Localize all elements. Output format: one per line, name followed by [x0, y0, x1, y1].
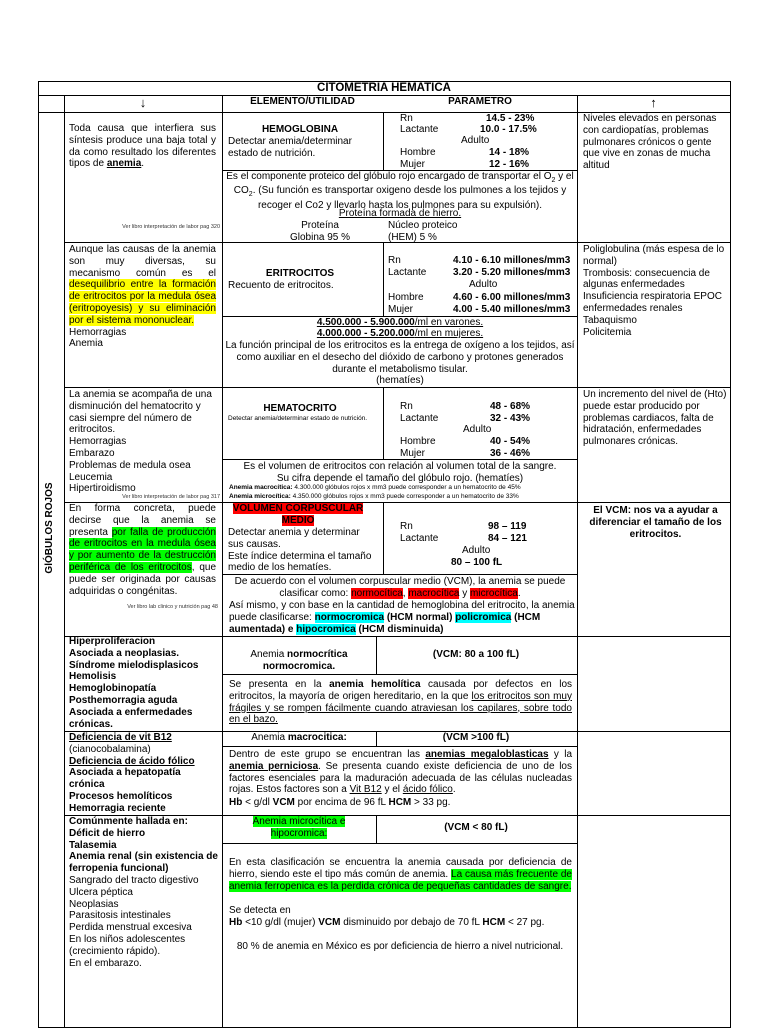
param-row: Rn 14.5 - 23% — [400, 113, 535, 124]
hematocrito-low-causes: La anemia se acompaña de una disminución del hematocrito y casi siempre del número de eritrocitos. Hemorragias Embarazo Problemas de medula osea Leucemia Hipertiroidismo — [69, 389, 212, 495]
param-row: Lactante 32 - 43% — [400, 413, 531, 424]
hematocrito-macrocitica: Anemia macrocítica: 4.300.000 glóbulos rojos x mm3 puede corresponder a un hematocrito de 45% — [229, 484, 521, 491]
hemoglobina-protein-title: Proteína formada de hierro. — [338, 208, 462, 219]
column-header-element: ELEMENTO/UTILIDAD — [250, 96, 355, 107]
vcm-name: VOLUMEN CORPUSCULAR MEDIO — [232, 503, 364, 526]
eritrocitos-description: La función principal de los eritrocitos es la entrega de oxígeno a los tejidos, así como auxiliar en el desecho del dióxido de carbono y protones generados durante el metabolismo tisular. — [225, 340, 575, 375]
eritrocitos-women-range: 4.000.000 - 5.200.000/ml en mujeres. — [316, 328, 484, 339]
eritrocitos-hematies: (hematíes) — [376, 375, 424, 386]
param-row: 80 – 100 fL — [451, 557, 503, 568]
normocitica-name: Anemia normocrítica normocromica. — [250, 649, 348, 672]
microcitica-values: Hb <10 g/dl (mujer) VCM disminuido por debajo de 70 fL HCM < 27 pg. — [229, 917, 545, 928]
param-row: Hombre 40 - 54% — [400, 436, 531, 447]
param-row: Lactante 3.20 - 5.20 millones/mm3 — [388, 267, 571, 278]
page-title: CITOMETRIA HEMATICA — [317, 82, 451, 94]
hematocrito-description-2: Su cifra depende el tamaño del glóbulo rojo. (hematíes) — [276, 473, 524, 484]
eritrocitos-high-causes: Poliglobulina (más espesa de lo normal) Trombosis: consecuencia de algunas enfermedades Insuficiencia respiratoria EPOC enfermedades renales Tabaquismo Policitemia — [583, 244, 725, 338]
vcm-high-note: El VCM: nos va a ayudar a diferenciar el tamaño de los eritrocitos. — [589, 505, 722, 540]
param-row: Rn 4.10 - 6.10 millones/mm3 — [388, 255, 571, 266]
param-row: Adulto — [463, 424, 492, 435]
param-row: Adulto — [462, 545, 491, 556]
param-row: Mujer 4.00 - 5.40 millones/mm3 — [388, 304, 571, 315]
hematocrito-description-1: Es el volumen de eritrocitos con relación al volumen total de la sangre. — [243, 461, 557, 472]
hematocrito-utility: Detectar anemia/determinar estado de nutrición. — [228, 415, 368, 422]
param-row: Lactante 10.0 - 17.5% — [400, 124, 537, 135]
eritrocitos-men-range: 4.500.000 - 5.900.000/ml en varones. — [316, 317, 484, 328]
normocitica-description: Se presenta en la anemia hemolítica causada por defectos en los eritrocitos, la mayoría de origen hereditario, en la que los eritrocitos son muy frágiles y se rompen fácilmente cuando atraviesan los capilares, sobre todo en el bazo. — [229, 679, 573, 726]
vcm-hemoglobin-classification: Así mismo, y con base en la cantidad de hemoglobina del eritrocito, la anemia puede clasificarse: normocromica (HCM normal) policromica (HCM aumentada) e hipocromica (HCM disminuida) — [229, 600, 575, 635]
hematocrito-high-causes: Un incremento del nivel de (Hto) puede estar producido por problemas cardiacos, falta de hidratación, enfermedades pulmonares crónicas. — [583, 389, 727, 448]
param-row: Rn 98 – 119 — [400, 521, 527, 532]
vcm-utility: Detectar anemia y determinar sus causas. Este índice determina el tamaño medio de los hematíes. — [228, 527, 372, 574]
macrocitica-causes: Deficiencia de vit B12 (cianocobalamina) Deficiencia de ácido fólico Asociada a hepatopatía crónica Procesos hemolíticos Hemorragia reciente — [69, 732, 195, 814]
microcitica-mexico-note: 80 % de anemia en México es por deficiencia de hierro a nivel nutricional. — [236, 941, 564, 952]
macrocitica-values: Hb < g/dl VCM por encima de 96 fL HCM > 33 pg. — [229, 797, 451, 808]
column-header-parameter: PARAMETRO — [448, 96, 512, 107]
param-row: Adulto — [461, 135, 490, 146]
hemoglobina-low-causes: Toda causa que interfiera sus síntesis produce una baja total y da como resultado los diferentes tipos de anemia. — [69, 123, 216, 170]
hematocrito-reference: Ver libro interpretación de labor pag 317 — [122, 494, 220, 500]
arrow-up-icon: ↑ — [650, 95, 657, 110]
normocitica-causes: Hiperproliferacion Asociada a neoplasias. Síndrome mielodisplasicos Hemolisis Hemoglobinopatía Posthemorragia aguda Asociada a enfermedades crónicas. — [69, 636, 199, 730]
macrocitica-vcm: (VCM >100 fL) — [442, 732, 510, 743]
macrocitica-name: Anemia macrocitica: — [251, 732, 347, 743]
vcm-reference: Ver libro lab clinico y nutrición pag 48 — [127, 604, 218, 610]
normocitica-vcm: (VCM: 80 a 100 fL) — [432, 649, 520, 660]
param-row: Adulto — [469, 279, 498, 290]
eritrocitos-low-causes: Aunque las causas de la anemia son muy diversas, su mecanismo común es el desequilibrio entre la formación de eritrocitos por la medula ósea (eritropoyesis) y su eliminación por el sistema mononuclear. Hemorragias Anemia — [69, 244, 216, 350]
vcm-classification: De acuerdo con el volumen corpuscular medio (VCM), la anemia se puede clasificar como: normocítica, macrocítica y microcítica. — [234, 576, 566, 599]
macrocitica-description: Dentro de este grupo se encuentran las anemias megaloblasticas y la anemia perniciosa. Se presenta cuando existe deficiencia de uno de los factores esenciales para la maduración adecuada de las células nucleadas rojas. Estos factores son a Vit B12 y el ácido fólico. — [229, 749, 573, 796]
param-row: Hombre 4.60 - 6.00 millones/mm3 — [388, 292, 571, 303]
hemoglobina-high-causes: Niveles elevados en personas con cardiopatías, problemas pulmonares crónicos o gente que vive en zonas de mucha altitud — [583, 113, 717, 172]
hemoglobina-utility: Detectar anemia/determinar estado de nutrición. — [228, 136, 352, 159]
microcitica-vcm: (VCM < 80 fL) — [444, 822, 508, 833]
hematocrito-microcitica: Anemia microcítica: 4.350.000 glóbulos rojos x mm3 puede corresponder a un hematocrito de 33% — [229, 493, 519, 500]
microcitica-description: En esta clasificación se encuentra la anemia causada por deficiencia de hierro, siendo este el tipo más común de anemia. La causa más frecuente de anemia ferropenica es la perdida crónica de pequeñas cantidades de sangre. — [229, 857, 572, 892]
param-row: Mujer 36 - 46% — [400, 448, 531, 459]
microcitica-detect: Se detecta en — [229, 905, 291, 916]
hematocrito-name: HEMATOCRITO — [263, 403, 337, 414]
arrow-down-icon: ↓ — [139, 95, 147, 110]
param-row: Lactante 84 – 121 — [400, 533, 527, 544]
hemoglobina-name: HEMOGLOBINA — [261, 124, 339, 135]
hemoglobina-description: Es el componente proteico del glóbulo rojo encargado de transportar el $O_2$ y el $CO_2$. (Su función es transportar oxigeno desde los pulmones a los tejidos y recoger el Co2 y llevarlo hasta los pulmones para su expulsión). — [226, 171, 574, 211]
eritrocitos-utility: Recuento de eritrocitos. — [228, 280, 334, 291]
param-row: Hombre 14 - 18% — [400, 147, 530, 158]
hemoglobina-protein-hem: Núcleo proteico (HEM) 5 % — [388, 220, 458, 243]
param-row: Mujer 12 - 16% — [400, 159, 530, 170]
microcitica-name: Anemia microcítica e hipocromica: — [252, 816, 346, 839]
hemoglobina-protein-globina: Proteína Globina 95 % — [289, 220, 351, 243]
microcitica-causes: Comúnmente hallada en: Déficit de hierro Talasemia Anemia renal (sin existencia de ferropenia funcional) Sangrado del tracto digestivo Ulcera péptica Neoplasias Parasitosis intestinales Perdida menstrual excesiva En los niños adolescentes (crecimiento rápido). En el embarazo. — [69, 816, 218, 969]
param-row: Rn 48 - 68% — [400, 401, 531, 412]
vcm-low-causes: En forma concreta, puede decirse que la anemia se presenta por falla de producción de eritrocitos en la medula ósea y por aumento de la destrucción periférica de los eritrocitos, que puede ser originada por causas adquiridas o congénitas. — [69, 503, 216, 597]
eritrocitos-name: ERITROCITOS — [265, 268, 335, 279]
side-label-globulos-rojos: GlÓBULOS ROJOS — [44, 482, 55, 574]
hemoglobina-reference: Ver libro interpretación de labor pag 320 — [122, 224, 220, 230]
